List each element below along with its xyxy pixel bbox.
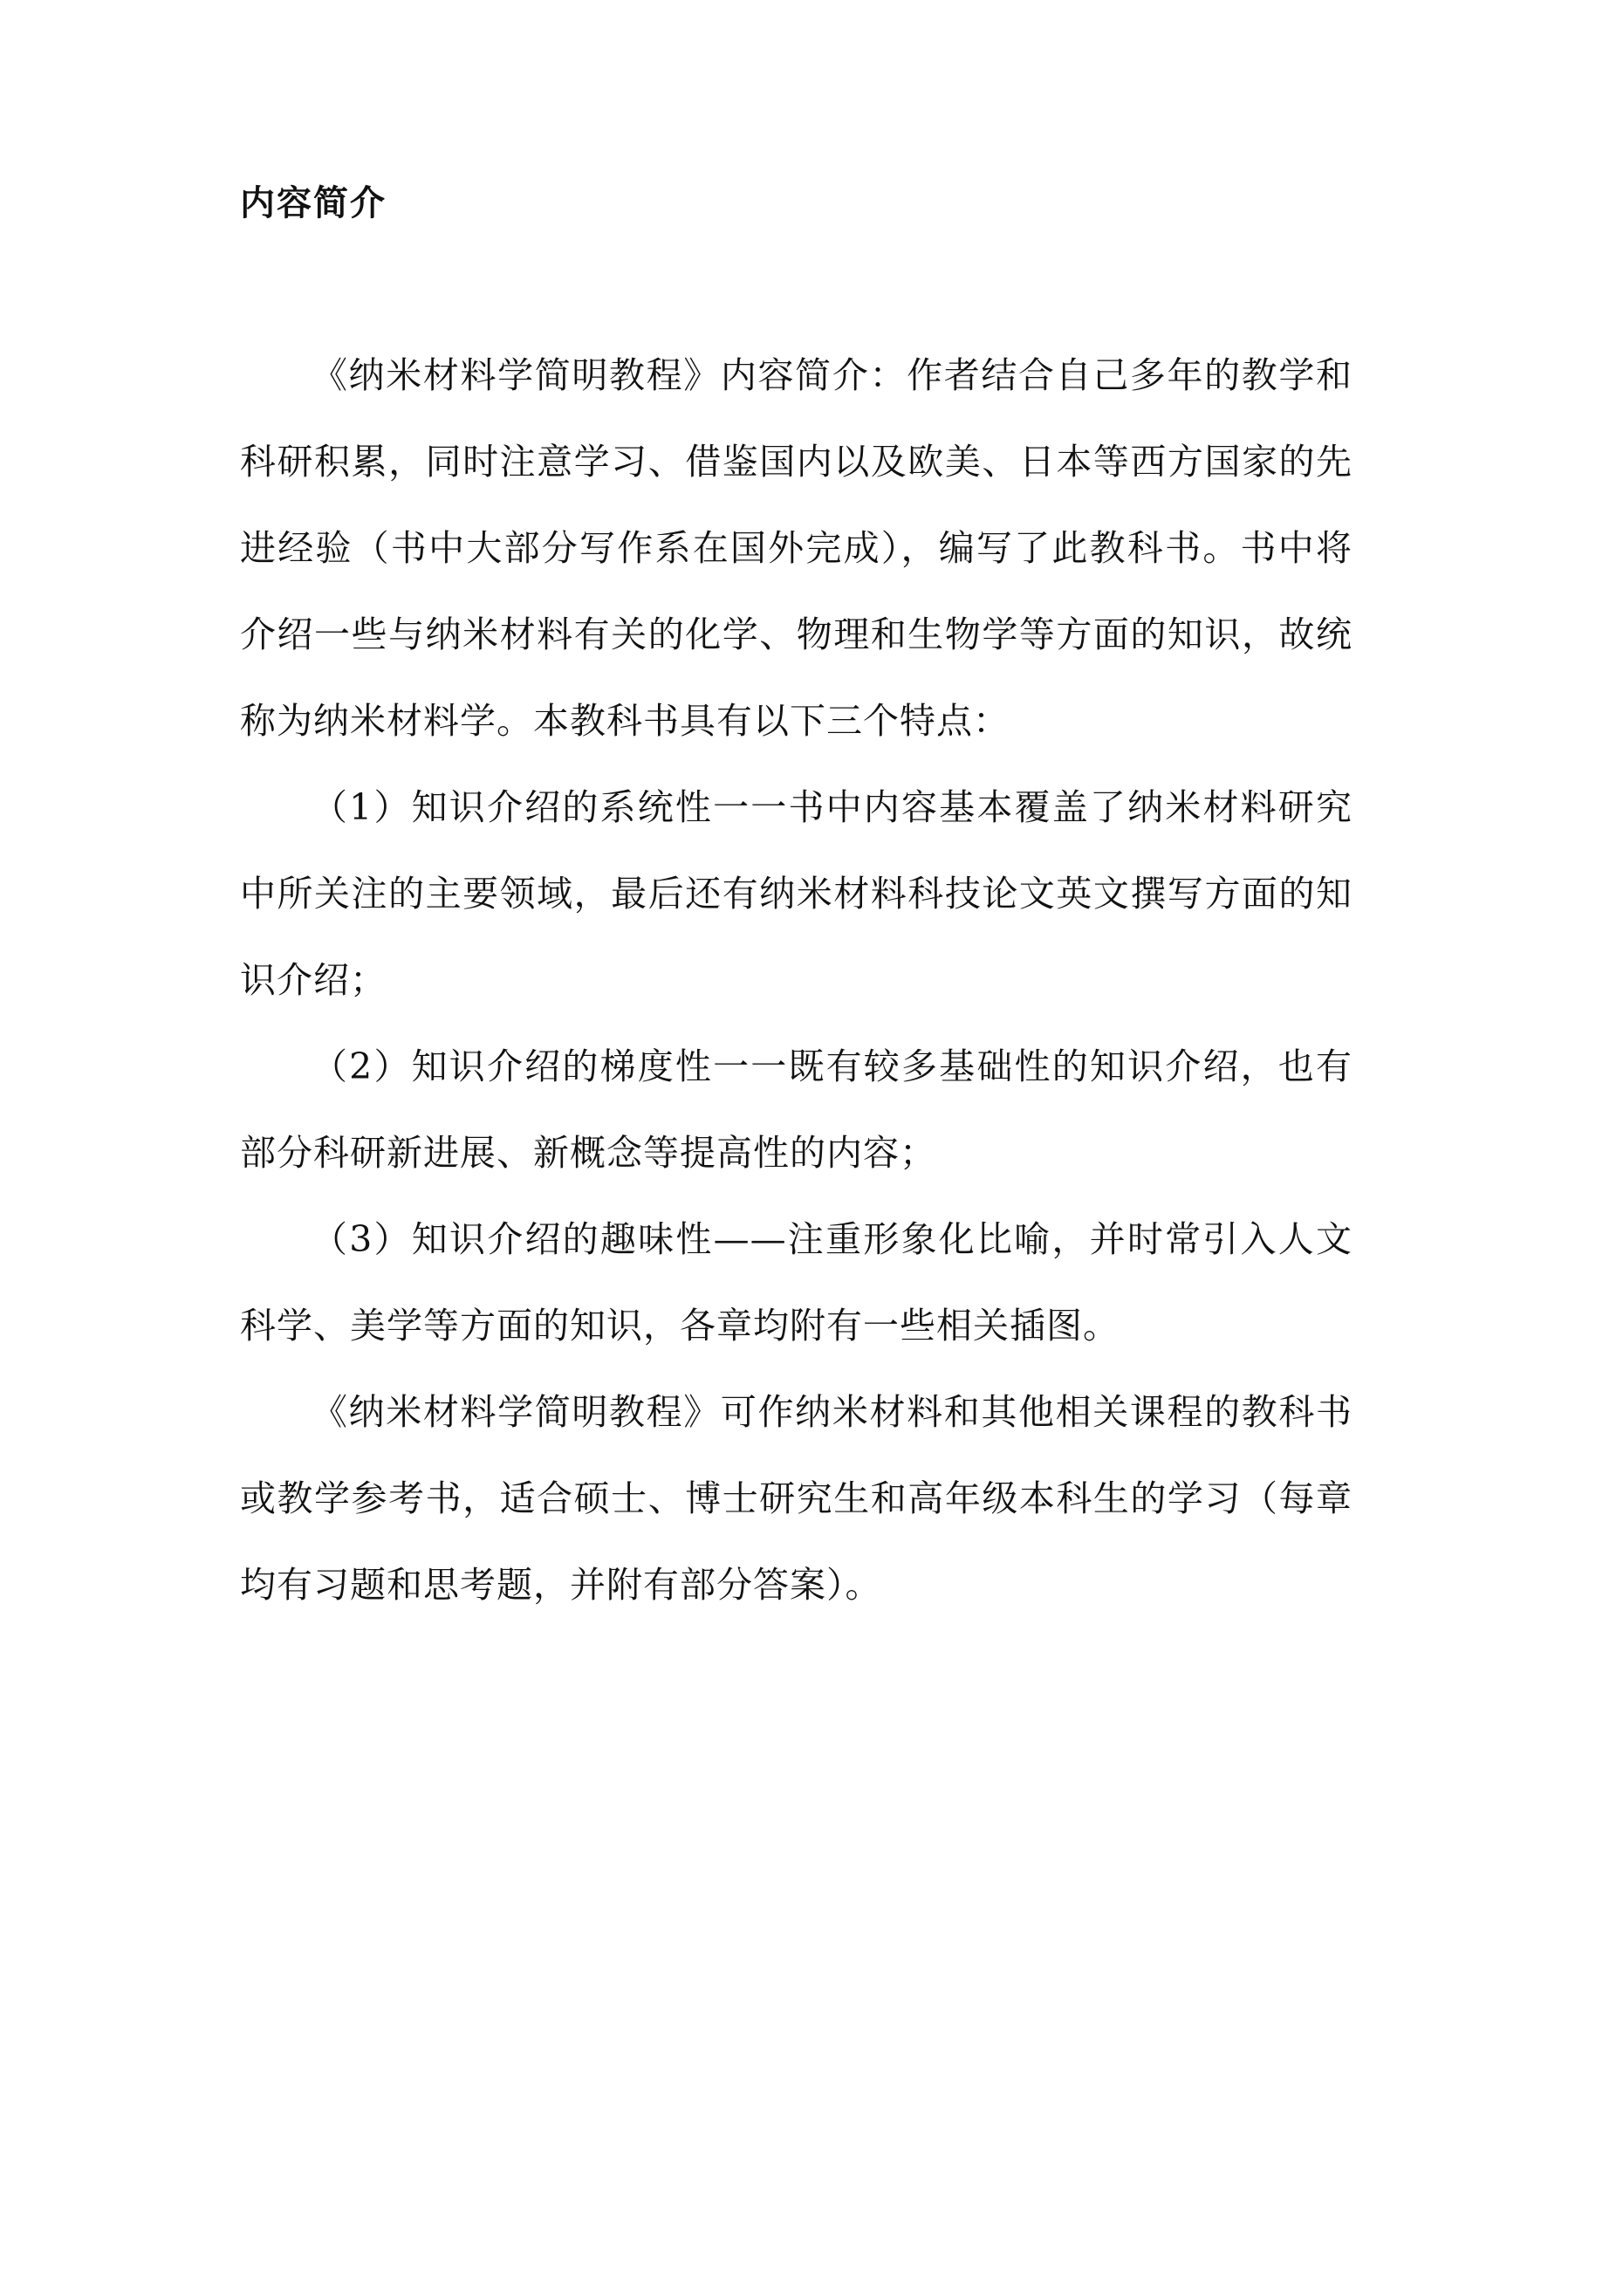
body-text: [240, 332, 1352, 1628]
section-heading: 内容简介: [240, 183, 387, 223]
intro-paragraph: 《纳米材料学简明教程》内容简介：作者结合自己多年的教学和科研积累，同时注意学习、借鉴国内以及欧美、日本等西方国家的先进经验（书中大部分写作系在国外完成），编写了此教科书。书中将介绍一些与纳米材料有关的化学、物理和生物学等方面的知识，故统称为纳米材料学。本教科书具有以下三个特点：: [240, 354, 1352, 742]
feature-paragraph-3: （3）知识介绍的趣味性——注重形象化比喻，并时常引入人文科学、美学等方面的知识，各章均附有一些相关插图。: [240, 1218, 1352, 1347]
audience-paragraph: 《纳米材料学简明教程》可作纳米材料和其他相关课程的教科书或教学参考书，适合硕士、博士研究生和高年级本科生的学习（每章均有习题和思考题，并附有部分答案）。: [240, 1391, 1352, 1606]
document-page: [240, 179, 1352, 1628]
feature-paragraph-1: （1）知识介绍的系统性一一书中内容基本覆盖了纳米材料研究中所关注的主要领域，最后还有纳米材料科技论文英文撰写方面的知识介绍；: [240, 786, 1352, 1001]
feature-paragraph-2: （2）知识介绍的梯度性一一既有较多基础性的知识介绍，也有部分科研新进展、新概念等提高性的内容；: [240, 1045, 1352, 1174]
